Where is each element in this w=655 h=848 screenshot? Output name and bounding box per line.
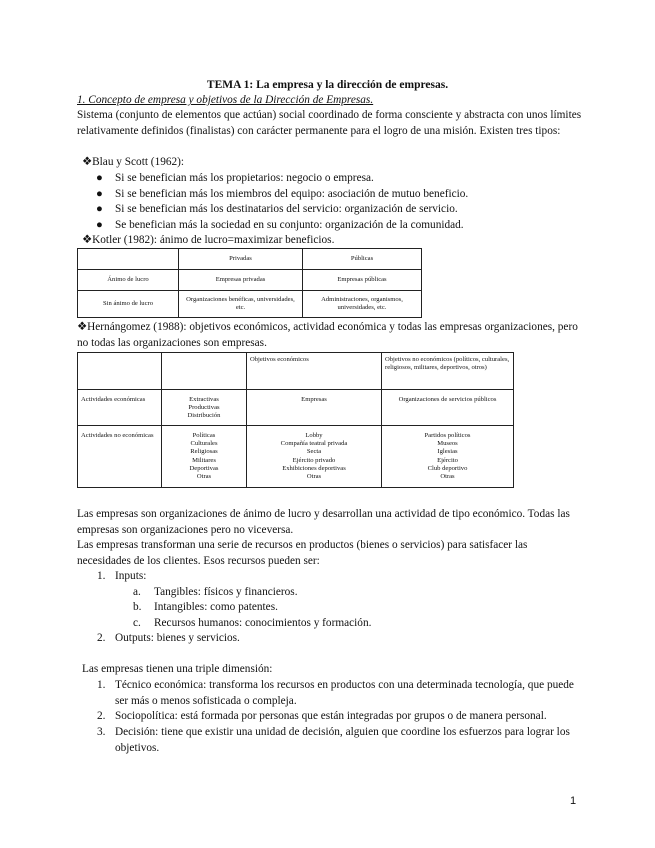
cell-line: Museos: [437, 440, 458, 448]
table-header-cell: Privadas: [179, 249, 303, 270]
bullet-icon: ●: [96, 188, 103, 200]
cell-line: Extractivas: [189, 396, 219, 403]
paragraph: Las empresas son organizaciones de ánimo de lucro y desarrollan una actividad de tipo económico. Todas las empresas son organizaciones pero no viceversa.: [77, 508, 570, 536]
section-heading: 1. Concepto de empresa y objetivos de la Dirección de Empresas.: [77, 94, 374, 106]
bullet-icon: ●: [96, 203, 103, 215]
cell-line: Ejército privado: [292, 456, 336, 464]
page-title: TEMA 1: La empresa y la dirección de empresas.: [206, 79, 449, 91]
cell-line: Deportivas: [189, 464, 219, 472]
cell-line: Secta: [306, 448, 322, 456]
table-cell: Organizaciones benéficas, universidades, etc.: [179, 291, 303, 318]
table-cell: [162, 426, 247, 488]
bullet-icon: ●: [96, 172, 103, 184]
table-cell: Actividades económicas: [78, 390, 162, 426]
list-number: 2.: [97, 710, 106, 722]
list-item: Si se benefician más los destinatarios del servicio: organización de servicio.: [115, 203, 458, 215]
table-header-cell: Públicas: [303, 249, 422, 270]
list-marker: c.: [133, 617, 141, 629]
cell-line: Ejército: [437, 456, 458, 464]
cell-line: Culturales: [190, 440, 218, 448]
table-cell: Ánimo de lucro: [78, 270, 179, 291]
list-marker: a.: [133, 586, 141, 598]
table-cell: [247, 426, 382, 488]
cell-line: Iglesias: [437, 448, 458, 456]
intro-paragraph: Sistema (conjunto de elementos que actúan) social coordinado de forma consciente y abstracta con unos límites relativamente definidos (finalistas) con carácter permanente para el logro de una misión. Existen tres tipos:: [77, 109, 582, 137]
kotler-table: [77, 248, 422, 318]
bullet-icon: ●: [96, 219, 103, 231]
cell-line: Exhibiciones deportivas: [282, 464, 346, 472]
list-item: Tangibles: físicos y financieros.: [154, 586, 298, 598]
list-item: Decisión: tiene que existir una unidad de decisión, alguien que coordine los esfuerzos para lograr los objetivos.: [115, 726, 570, 754]
table-cell: Actividades no económicas: [78, 426, 162, 488]
cell-line: Compañía teatral privada: [280, 440, 348, 448]
table-cell: [78, 249, 179, 270]
table-cell: Empresas privadas: [179, 270, 303, 291]
cell-line: Partidos políticos: [424, 432, 471, 439]
table-cell: [382, 426, 514, 488]
cell-line: Club deportivo: [427, 464, 468, 472]
cell-line: Otras: [306, 473, 322, 481]
list-number: 1.: [97, 570, 106, 582]
table-cell: [78, 353, 162, 390]
list-item: Outputs: bienes y servicios.: [115, 632, 240, 644]
table-cell: [162, 353, 247, 390]
list-item: Sociopolítica: está formada por personas que están integradas por grupos o de manera personal.: [115, 710, 547, 722]
paragraph: Las empresas tienen una triple dimensión:: [82, 663, 273, 675]
cell-line: Distribución: [187, 412, 221, 420]
list-number: 3.: [97, 726, 106, 738]
list-item: Si se benefician más los miembros del equipo: asociación de mutuo beneficio.: [115, 188, 469, 200]
hernangomez-text: ❖Hernángomez (1988): objetivos económicos, actividad económica y todas las empresas organizaciones, pero no todas las organizaciones son empresas.: [77, 321, 578, 349]
table-cell: Sin ánimo de lucro: [78, 291, 179, 318]
table-header-cell: Objetivos no económicos (políticos, culturales, religiosos, militares, deportivos, otros): [382, 353, 514, 390]
list-item: Si se benefician más los propietarios: negocio o empresa.: [115, 172, 374, 184]
table-cell: Empresas: [247, 390, 382, 426]
list-item: Recursos humanos: conocimientos y formación.: [154, 617, 372, 629]
list-number: 1.: [97, 679, 106, 691]
table-cell: Administraciones, organismos, universidades, etc.: [303, 291, 422, 318]
cell-line: Otras: [196, 473, 212, 481]
hernangomez-table: [77, 352, 514, 488]
list-item: Inputs:: [115, 570, 147, 582]
cell-line: Militares: [192, 456, 216, 464]
cell-line: Lobby: [305, 432, 323, 439]
cell-line: Otras: [440, 473, 455, 481]
blau-heading: ❖Blau y Scott (1962):: [82, 156, 185, 168]
cell-line: Políticas: [192, 432, 216, 439]
list-marker: b.: [133, 601, 142, 613]
table-cell: Organizaciones de servicios públicos: [382, 390, 514, 426]
table-cell: [162, 390, 247, 426]
table-cell: Empresas públicas: [303, 270, 422, 291]
list-item: Intangibles: como patentes.: [154, 601, 278, 613]
list-item: Técnico económica: transforma los recursos en productos con una determinada tecnología, que puede ser más o menos sofisticada o compleja.: [115, 679, 574, 707]
table-header-cell: Objetivos económicos: [247, 353, 382, 390]
list-item: Se benefician más la sociedad en su conjunto: organización de la comunidad.: [115, 219, 464, 231]
kotler-heading: ❖Kotler (1982): ánimo de lucro=maximizar beneficios.: [82, 234, 335, 246]
page-number: 1: [570, 795, 577, 807]
cell-line: Religiosas: [190, 448, 218, 456]
paragraph: Las empresas transforman una serie de recursos en productos (bienes o servicios) para satisfacer las necesidades de los clientes. Esos recursos pueden ser:: [77, 539, 528, 567]
list-number: 2.: [97, 632, 106, 644]
cell-line: Productivas: [188, 404, 220, 412]
